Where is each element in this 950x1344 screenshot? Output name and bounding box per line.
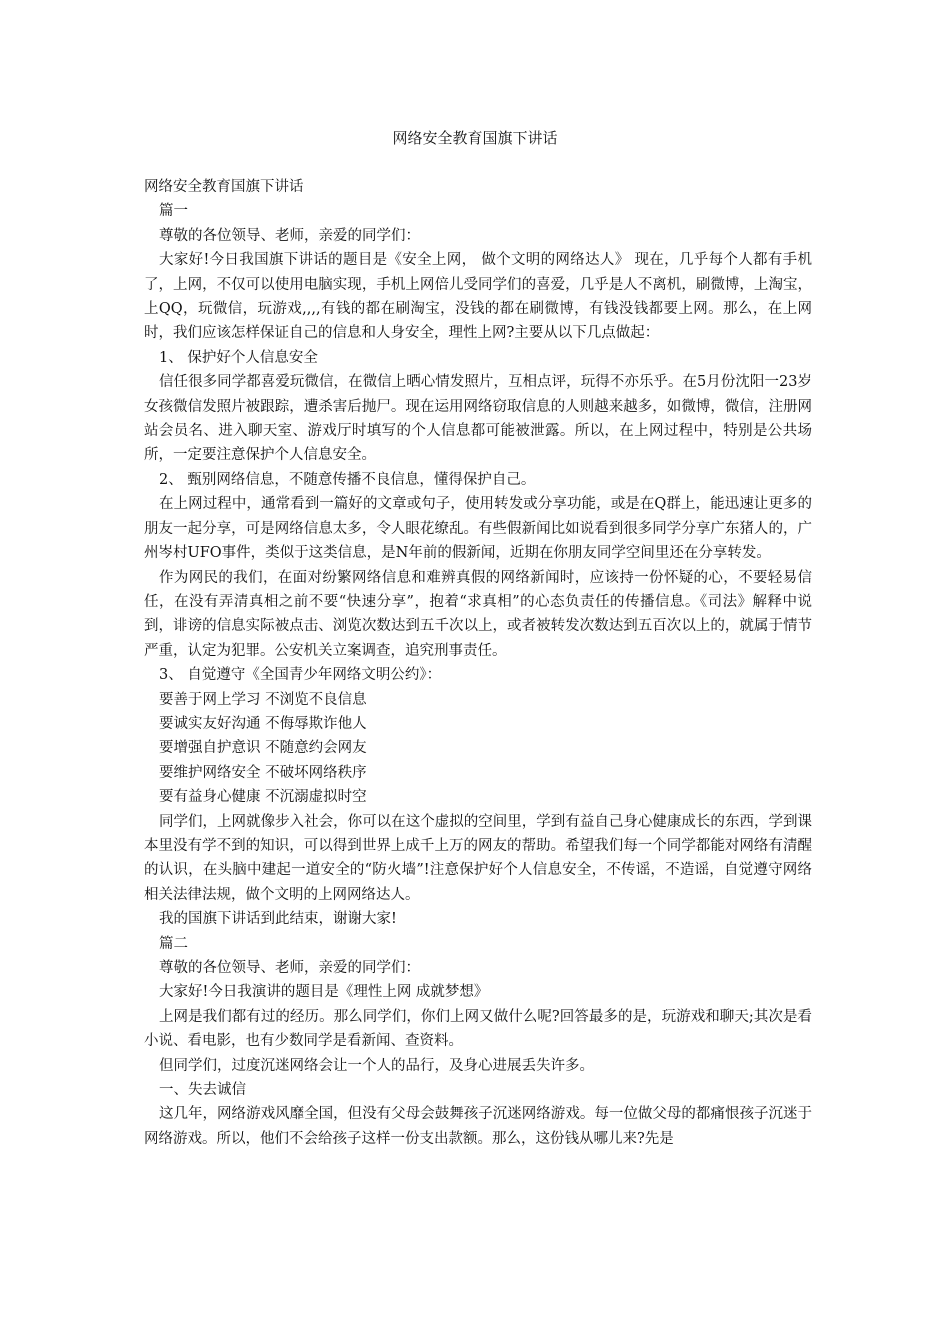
paragraph: 要有益身心健康 不沉溺虚拟时空 [159, 789, 367, 806]
paragraph: 一、失去诚信 [159, 1082, 246, 1099]
paragraph: 1、 保护好个人信息安全 [159, 349, 318, 366]
paragraph: 网络安全教育国旗下讲话 [144, 179, 304, 195]
paragraph: 信任很多同学都喜爱玩微信，在微信上晒心情发照片，互相点评，玩得不亦乐乎。在5月份沈阳一23岁女孩微信发照片被跟踪，遭杀害后抛尸。现在运用网络窃取信息的人则越来越多，如微博，微信，注册网站会员名、进入聊天室、游戏厅时填写的个人信息都可能被泄露。所以，在上网过程中，特别是公共场所，一定要注意保护个人信息安全。 [144, 374, 812, 464]
paragraph: 上网是我们都有过的经历。那么同学们，你们上网又做什么呢?回答最多的是，玩游戏和聊天;其次是看小说、看电影，也有少数同学是看新闻、查资料。 [144, 1008, 812, 1050]
paragraph: 大家好!今日我演讲的题目是《理性上网 成就梦想》 [159, 984, 489, 1001]
paragraph: 要善于网上学习 不浏览不良信息 [159, 691, 367, 708]
paragraph: 篇二 [159, 935, 188, 952]
paragraph: 在上网过程中，通常看到一篇好的文章或句子，使用转发或分享功能，或是在Q群上，能迅速让更多的朋友一起分享，可是网络信息太多，令人眼花缭乱。有些假新闻比如说看到很多同学分享广东猪人的，广州岑村UFO事件，类似于这类信息，是N年前的假新闻，近期在你朋友同学空间里还在分享转发。 [144, 496, 812, 562]
paragraph: 作为网民的我们，在面对纷繁网络信息和难辨真假的网络新闻时，应该持一份怀疑的心，不要轻易信任，在没有弄清真相之前不要“快速分享”，抱着“求真相”的心态负责任的传播信息。《司法》解释中说到，诽谤的信息实际被点击、浏览次数达到五千次以上，或者被转发次数达到五百次以上的，就属于情节严重，认定为犯罪。公安机关立案调查，追究刑事责任。 [144, 569, 812, 659]
paragraph: 要增强自护意识 不随意约会网友 [159, 740, 367, 757]
paragraph: 要维护网络安全 不破坏网络秩序 [159, 764, 367, 781]
paragraph: 尊敬的各位领导、老师，亲爱的同学们： [159, 960, 420, 976]
paragraph: 这几年，网络游戏风靡全国，但没有父母会鼓舞孩子沉迷网络游戏。每一位做父母的都痛恨孩子沉迷于网络游戏。所以，他们不会给孩子这样一份支出款额。那么，这份钱从哪儿来?先是 [144, 1106, 812, 1147]
paragraph: 尊敬的各位领导、老师，亲爱的同学们： [159, 227, 420, 244]
paragraph: 2、 甄别网络信息，不随意传播不良信息，懂得保护自己。 [159, 471, 536, 488]
paragraph: 大家好!今日我国旗下讲话的题目是《安全上网， 做个文明的网络达人》 现在，几乎每个人都有手机了，上网，不仅可以使用电脑实现，手机上网倍儿受同学们的喜爱，几乎是人不离机，刷微博，上淘宝，上QQ，玩微信，玩游戏,,,,有钱的都在刷淘宝，没钱的都在刷微博，有钱没钱都要上网。那么，在上网时，我们应该怎样保证自己的信息和人身安全，理性上网?主要从以下几点做起： [144, 252, 812, 342]
paragraph: 同学们，上网就像步入社会，你可以在这个虚拟的空间里，学到有益自己身心健康成长的东西，学到课本里没有学不到的知识，可以得到世界上成千上万的网友的帮助。希望我们每一个同学都能对网络有清醒的认识，在头脑中建起一道安全的“防火墙”!注意保护好个人信息安全，不传谣，不造谣，自觉遵守网络相关法律法规，做个文明的上网网络达人。 [144, 813, 812, 903]
page-title: 网络安全教育国旗下讲话 [392, 129, 558, 147]
paragraph: 篇一 [159, 203, 188, 220]
document-body [144, 175, 812, 1151]
paragraph: 但同学们，过度沉迷网络会让一个人的品行，及身心进展丢失许多。 [159, 1057, 594, 1074]
paragraph: 我的国旗下讲话到此结束，谢谢大家! [159, 911, 397, 928]
paragraph: 3、 自觉遵守《全国青少年网络文明公约》： [159, 667, 442, 684]
paragraph: 要诚实友好沟通 不侮辱欺诈他人 [159, 715, 367, 732]
